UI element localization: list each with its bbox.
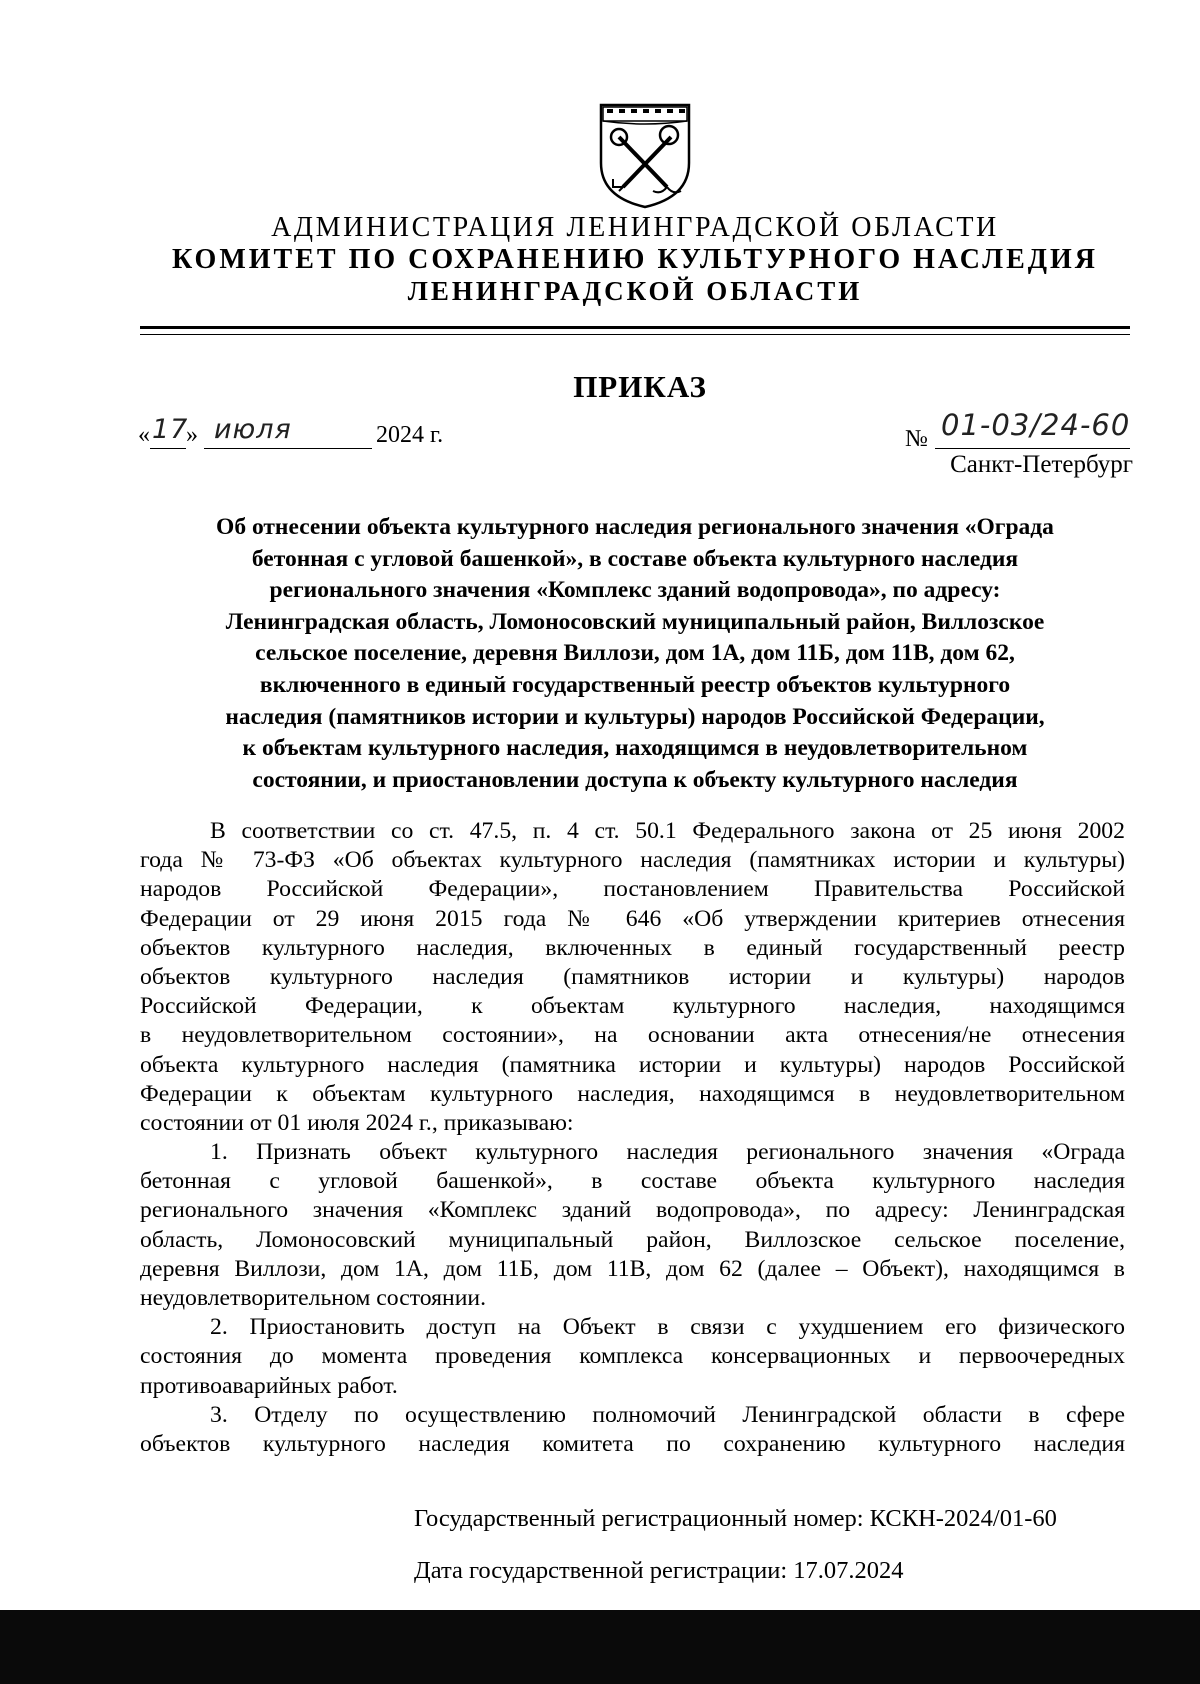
body-line: 3. Отделу по осуществлению полномочий Ленинградской области в сфере: [210, 1401, 1125, 1428]
coat-of-arms-emblem: [597, 101, 693, 211]
body-line: бетонная с угловой башенкой», в составе объекта культурного наследия: [140, 1168, 1125, 1195]
body-line: года № 73-ФЗ «Об объектах культурного наследия (памятниках истории и культуры): [140, 847, 1125, 874]
header-region: ЛЕНИНГРАДСКОЙ ОБЛАСТИ: [407, 276, 863, 306]
header-divider-thin: [140, 334, 1130, 335]
header-divider-thick: [140, 326, 1130, 329]
title-line: состоянии, и приостановлении доступа к объекту культурного наследия: [252, 766, 1018, 793]
body-line: Федерации к объектам культурного наследия, находящимся в неудовлетворительном: [140, 1080, 1125, 1107]
body-line: состоянии от 01 июля 2024 г., приказываю:: [140, 1109, 574, 1136]
body-line: объектов культурного наследия (памятников истории и культуры) народов: [140, 963, 1125, 990]
body-line: регионального значения «Комплекс зданий водопровода», по адресу: Ленинградская: [140, 1197, 1125, 1224]
date-day-underline: [150, 448, 186, 449]
body-line: народов Российской Федерации», постановлением Правительства Российской: [140, 876, 1125, 903]
body-line: неудовлетворительном состоянии.: [140, 1285, 487, 1311]
number-handwritten: 01-03/24-60: [941, 408, 1131, 442]
date-day-handwritten: 17: [152, 414, 189, 445]
issue-city: Санкт-Петербург: [950, 451, 1133, 478]
body-line: противоаварийных работ.: [140, 1372, 398, 1399]
order-body: [140, 817, 1125, 1459]
scan-bottom-edge: [0, 1610, 1200, 1684]
date-open-quote: «: [138, 422, 150, 448]
registration-date: Дата государственной регистрации: 17.07.2024: [414, 1557, 904, 1584]
date-month-underline: [204, 448, 372, 449]
title-line: регионального значения «Комплекс зданий водопровода», по адресу:: [269, 577, 1001, 604]
body-line: объекта культурного наследия (памятника истории и культуры) народов Российской: [140, 1051, 1125, 1078]
body-line: в неудовлетворительном состоянии», на основании акта отнесения/не отнесения: [140, 1022, 1125, 1049]
title-line: Об отнесении объекта культурного наследия регионального значения «Ограда: [216, 514, 1054, 540]
header-administration: АДМИНИСТРАЦИЯ ЛЕНИНГРАДСКОЙ ОБЛАСТИ: [271, 212, 999, 243]
title-line: Ленинградская область, Ломоносовский муниципальный район, Виллозское: [225, 608, 1045, 635]
document-type: ПРИКАЗ: [573, 369, 707, 404]
body-line: деревня Виллози, дом 1А, дом 11Б, дом 11В, дом 62 (далее – Объект), находящимся в: [140, 1255, 1125, 1282]
body-line: область, Ломоносовский муниципальный район, Виллозское сельское поселение,: [140, 1226, 1125, 1253]
date-month-handwritten: июля: [214, 414, 292, 445]
title-line: сельское поселение, деревня Виллози, дом 1А, дом 11Б, дом 11В, дом 62,: [255, 640, 1015, 667]
title-line: включенного в единый государственный реестр объектов культурного: [259, 671, 1011, 698]
body-line: объектов культурного наследия комитета по сохранению культурного наследия: [140, 1430, 1125, 1457]
number-underline: [935, 448, 1130, 449]
body-line: В соответствии со ст. 47.5, п. 4 ст. 50.1 Федерального закона от 25 июня 2002: [210, 818, 1125, 844]
body-line: 2. Приостановить доступ на Объект в связи с ухудшением его физического: [210, 1314, 1125, 1341]
body-line: состояния до момента проведения комплекса консервационных и первоочередных: [140, 1343, 1125, 1370]
body-line: 1. Признать объект культурного наследия регионального значения «Ограда: [210, 1139, 1125, 1166]
title-line: к объектам культурного наследия, находящимся в неудовлетворительном: [242, 735, 1028, 762]
document-number: [905, 408, 1135, 453]
body-line: Федерации от 29 июня 2015 года № 646 «Об утверждении критериев отнесения: [140, 905, 1125, 932]
order-title: [135, 512, 1135, 796]
date-year: 2024 г.: [376, 422, 444, 448]
document-date: [138, 414, 478, 454]
header-committee: КОМИТЕТ ПО СОХРАНЕНИЮ КУЛЬТУРНОГО НАСЛЕДИЯ: [171, 244, 1099, 275]
body-line: объектов культурного наследия, включенных в единый государственный реестр: [140, 934, 1125, 961]
title-line: бетонная с угловой башенкой», в составе объекта культурного наследия: [251, 545, 1019, 572]
number-sign: №: [905, 426, 928, 452]
registration-number: Государственный регистрационный номер: КСКН-2024/01-60: [414, 1505, 1057, 1532]
body-line: Российской Федерации, к объектам культурного наследия, находящимся: [140, 993, 1125, 1020]
date-close-quote: »: [186, 422, 198, 448]
title-line: наследия (памятников истории и культуры) народов Российской Федерации,: [225, 703, 1045, 730]
